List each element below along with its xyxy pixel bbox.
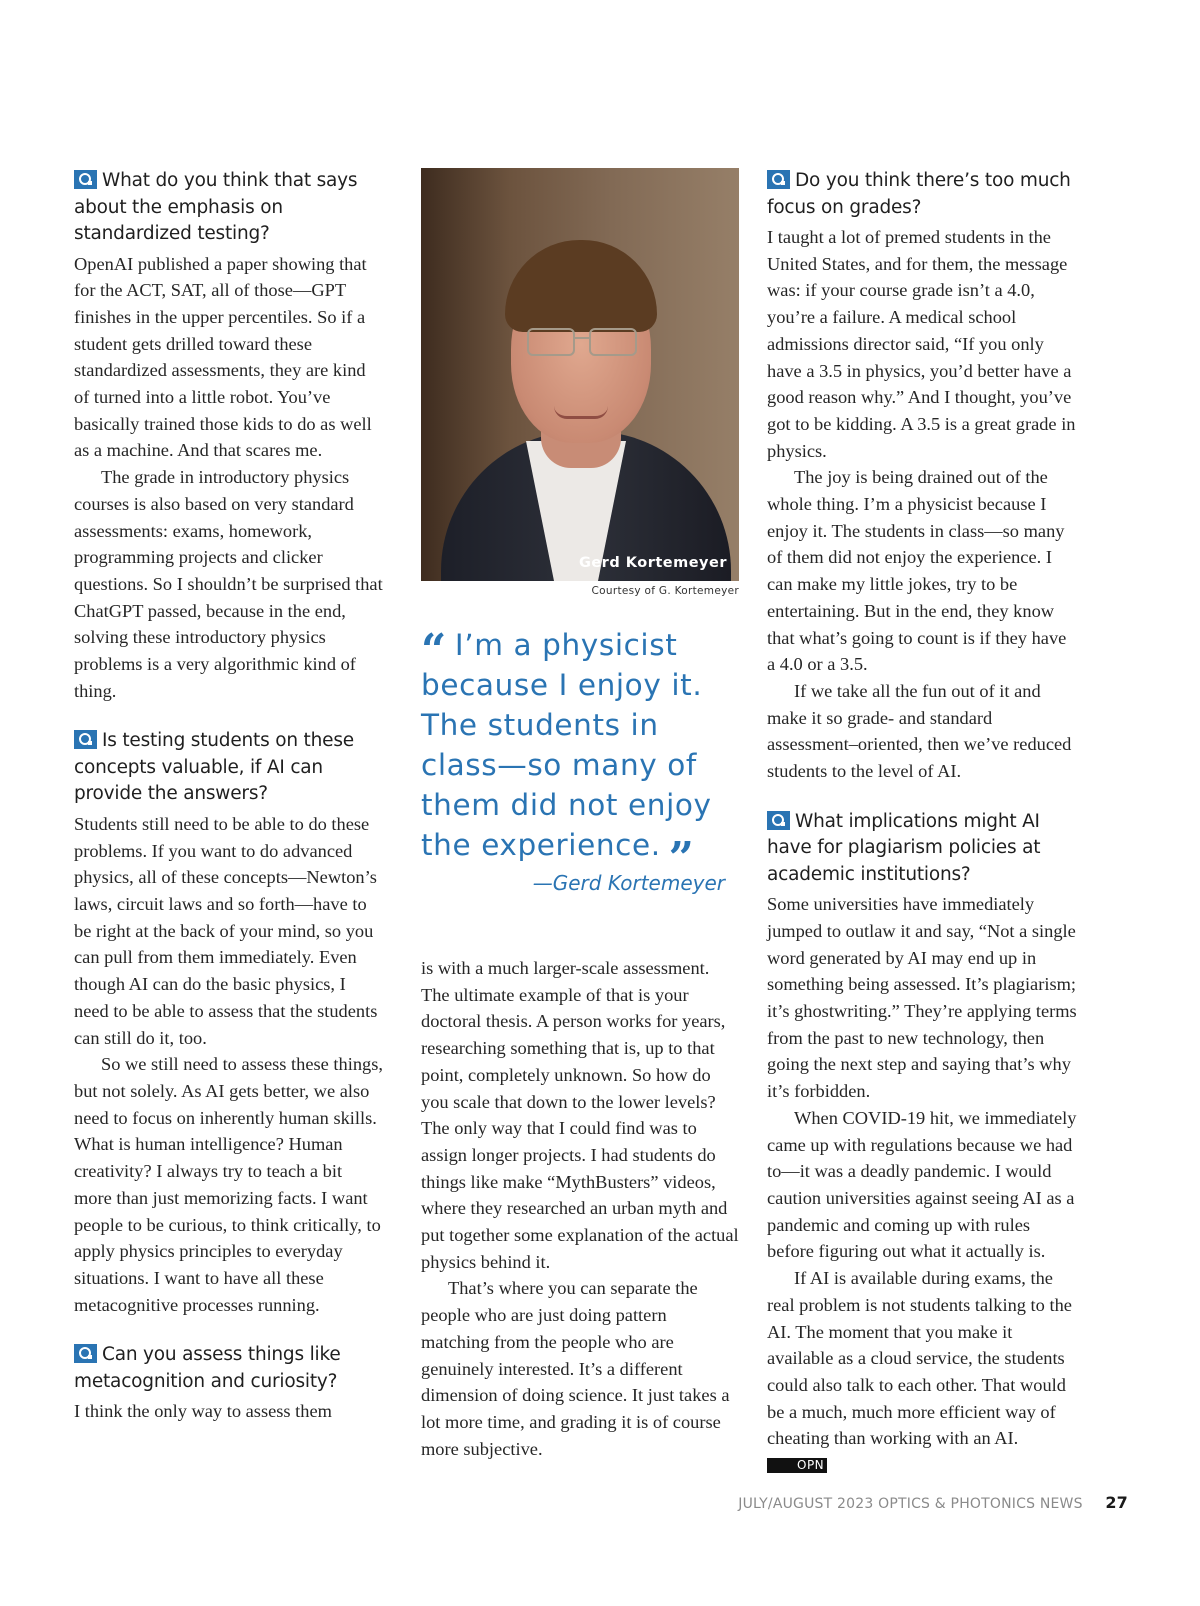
question-heading: [74, 1342, 384, 1395]
question-heading: [767, 168, 1077, 221]
q-icon: [767, 170, 790, 189]
question-text: What implications might AI have for plagiarism policies at academic institutions?: [767, 810, 1041, 885]
q-icon: [74, 730, 97, 749]
q-icon: [74, 1344, 97, 1363]
question-heading: [74, 168, 384, 248]
body-text: If AI is available during exams, the real problem is not students talking to the AI. The moment that you make it available as a cloud service, the students could also talk to each other. That would be a much, much more efficient way of cheating than working with an AI.: [767, 1268, 1072, 1449]
question-text: What do you think that says about the emphasis on standardized testing?: [74, 170, 358, 244]
question-text: Can you assess things like metacognition and curiosity?: [74, 1344, 341, 1392]
end-mark: OPN: [767, 1458, 827, 1473]
close-quote-icon: ”: [668, 833, 695, 884]
body-paragraph: is with a much larger-scale assessment. The ultimate example of that is your doctoral thesis. A person works for years, researching something that is, up to that point, completely unknown. So how do you scale that down to the lower levels? The only way that I could find was to assign longer projects. I had students do things like make “MythBusters” videos, where they researched an urban myth and put together some explanation of the actual physics behind it.: [421, 958, 739, 1272]
body-paragraph: I taught a lot of premed students in the United States, and for them, the message was: if your course grade isn’t a 4.0, you’re a failure. A medical school admissions director said, “If you only have a 3.5 in physics, you’d better have a good reason why.” And I thought, you’ve got to be kidding. A 3.5 is a great grade in physics.: [767, 227, 1076, 461]
body-paragraph: If we take all the fun out of it and make it so grade- and standard assessment–oriented, then we’ve reduced students to the level of AI.: [767, 680, 1072, 782]
question-text: Is testing students on these concepts valuable, if AI can provide the answers?: [74, 730, 354, 805]
issue-date: JULY/AUGUST 2023: [738, 1496, 874, 1512]
page-footer: [738, 1493, 1128, 1512]
body-paragraph: [767, 1265, 1077, 1479]
question-heading: [767, 809, 1077, 889]
column-3: [767, 168, 1077, 1479]
portrait-photo: [421, 168, 739, 581]
publication-name: OPTICS & PHOTONICS NEWS: [878, 1496, 1083, 1512]
page-number: 27: [1105, 1493, 1128, 1512]
open-quote-icon: “: [421, 625, 447, 676]
question-heading: [74, 728, 384, 808]
body-paragraph: I think the only way to assess them: [74, 1401, 332, 1422]
column-2: [421, 168, 739, 1462]
body-paragraph: OpenAI published a paper showing that for the ACT, SAT, all of those—GPT finishes in the upper percentiles. So if a student gets drilled toward these standardized assessments, they are kind of turned into a little robot. You’ve basically trained those kids to do as well as a machine. And that scares me.: [74, 253, 372, 461]
body-paragraph: When COVID-19 hit, we immediately came up with regulations because we had to—it was a deadly pandemic. I would caution universities against seeing AI as a pandemic and coming up with rules before figuring out what it actually is.: [767, 1107, 1077, 1262]
body-paragraph: The grade in introductory physics courses is also based on very standard assessments: exams, homework, programming projects and clicker questions. So I shouldn’t be surprised that ChatGPT passed, because in the end, solving these introductory physics problems is a very algorithmic kind of thing.: [74, 467, 383, 701]
question-text: Do you think there’s too much focus on grades?: [767, 170, 1071, 218]
q-icon: [74, 170, 97, 189]
photo-credit: Courtesy of G. Kortemeyer: [591, 585, 739, 597]
body-paragraph: The joy is being drained out of the whole thing. I’m a physicist because I enjoy it. The students in class—so many of them did not enjoy the experience. I can make my little jokes, try to be entertaining. But in the end, they know that what’s going to count is if they have a 4.0 or a 3.5.: [767, 467, 1067, 675]
column-1: [74, 168, 384, 1425]
body-paragraph: Some universities have immediately jumped to outlaw it and say, “Not a single word generated by AI may end up in something being assessed. It’s plagiarism; it’s ghostwriting.” They’re applying terms from the past to new technology, then going the next step and saying that’s why it’s forbidden.: [767, 894, 1077, 1102]
pull-quote-attribution: —Gerd Kortemeyer: [532, 871, 725, 895]
body-paragraph: So we still need to assess these things, but not solely. As AI gets better, we also need to focus on inherently human skills. What is human intelligence? Human creativity? I always try to teach a bit more than just memorizing facts. I want people to be curious, to think critically, to apply physics principles to everyday situations. I want to have all these metacognitive processes running.: [74, 1054, 383, 1315]
photo-caption: Gerd Kortemeyer: [578, 555, 727, 571]
body-paragraph: Students still need to be able to do these problems. If you want to do advanced physics, all of these concepts—Newton’s laws, circuit laws and so forth—have to be right at the back of your mind, so you can pull from them immediately. Even though AI can do the basic physics, I need to be able to assess that the students can still do it, too.: [74, 813, 378, 1048]
q-icon: [767, 811, 790, 830]
pull-quote-text: I’m a physicist because I enjoy it. The students in class—so many of them did not enjoy the experience.: [421, 628, 712, 862]
body-paragraph: That’s where you can separate the people who are just doing pattern matching from the people who are genuinely interested. It’s a different dimension of doing science. It just takes a lot more time, and grading it is of course more subjective.: [421, 1278, 730, 1459]
